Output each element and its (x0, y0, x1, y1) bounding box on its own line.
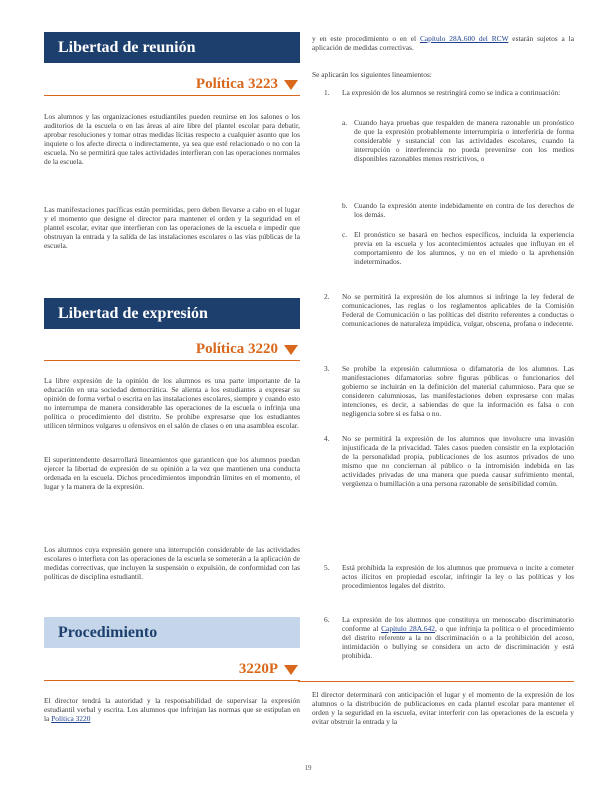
paragraph: Los alumnos cuya expresión genere una interrupción considerable de las actividades escolares o interfiera con las operaciones de la escuela se someterán a la aplicación de medidas correctivas, que incluyen la suspensión o expulsión, de conformidad con las políticas de disciplina estudiantil. (44, 545, 300, 581)
triangle-down-icon (284, 80, 298, 90)
text: y en este procedimiento o en el (312, 34, 420, 43)
triangle-down-icon (284, 665, 298, 675)
list-subitem: El pronóstico se basará en hechos específicos, incluida la experiencia previa en la escuela y los acontecimientos actuales que influyan en el comportamiento de los alumnos, y no en el miedo o la aprehensión indeterminados. (354, 230, 574, 266)
divider (298, 681, 574, 682)
rcw-28a600-link[interactable]: Capítulo 28A.600 del RCW (419, 34, 509, 43)
list-subitem: Cuando la expresión atente indebidamente en contra de los derechos de los demás. (354, 201, 574, 219)
list-item: Se prohíbe la expresión calumniosa o difamatoria de los alumnos. Las manifestaciones difamatorias sobre figuras públicas o funcionarios del gobierno se incluirán en la definición del material calumnioso. Para que se consideren calumniosas, las manifestaciones deben expresarse con malas intenciones, es decir, a sabiendas de que la información es falsa o con negligencia sobre si es falsa o no. (342, 364, 574, 418)
section-title: Libertad de expresión (58, 305, 208, 322)
banner-procedimiento (44, 617, 300, 648)
capitulo-28a642-link[interactable]: Capítulo 28A.642 (381, 624, 435, 633)
text: estarán sujetos a la aplicación de medidas correctivas. (312, 34, 574, 52)
policy-header-3220 (44, 337, 300, 361)
list-number: 2. (324, 292, 330, 301)
text: El director tendrá la autoridad y la responsabilidad de supervisar la expresión estudiantil verbal y escrita. Los alumnos que infrinjan las normas que se estipulan en la (44, 696, 300, 723)
paragraph: El superintendente desarrollará lineamientos que garanticen que los alumnos puedan ejercer la libertad de expresión de su opinión a la vez que mantienen una conducta ordenada en la escuela. Dichos procedimientos impondrán límites en el momento, el lugar y la manera de la expresión. (44, 455, 300, 491)
divider (44, 680, 300, 681)
list-item: No se permitirá la expresión de los alumnos si infringe la ley federal de comunicaciones, las reglas o los reglamentos aplicables de la Comisión Federal de Comunicación o las políticas del distrito referentes a conductas o comunicaciones de naturaleza impúdica, vulgar, obscena, profana o indecente. (342, 292, 574, 328)
section-title: Libertad de reunión (58, 39, 196, 56)
policy-header-3223 (44, 72, 300, 96)
paragraph: Las manifestaciones pacíficas están permitidas, pero deben llevarse a cabo en el lugar y el momento que designe el director para mantener el orden y la seguridad en el plantel escolar, evitar que interfieran con las operaciones de la escuela e impedir que obstruyan la entrada y la salida de las instalaciones escolares o las vías públicas de la escuela. (44, 205, 300, 250)
list-number: 3. (324, 364, 330, 373)
paragraph: La libre expresión de la opinión de los alumnos es una parte importante de la educación en una sociedad democrática. Se alienta a los estudiantes a expresar su opinión de forma verbal o escrita en las instalaciones escolares, siempre y cuando esto no interrumpa de manera considerable las operaciones de la escuela o infrinja una política o procedimiento del distrito. Se prohíbe expresarse que los estudiantes utilicen términos vulgares u ofensivos en el salón de clases o en una asamblea escolar. (44, 376, 300, 430)
list-letter: a. (342, 118, 348, 127)
banner-libertad-reunion (44, 32, 300, 63)
paragraph: Los alumnos y las organizaciones estudiantiles pueden reunirse en los salones o los auditorios de la escuela o en las áreas al aire libre del plantel escolar para debatir, aprobar resoluciones y tomar otras medidas lícitas respecto a cualquier asunto que los inquiete o los afecte directa o indirectamente, ya sea que esté relacionado o no con la escuela. No se permitirá que tales actividades interfieran con las operaciones normales de la escuela. (44, 112, 300, 166)
list-number: 1. (324, 88, 330, 97)
list-number: 4. (324, 434, 330, 443)
list-letter: c. (342, 230, 348, 239)
list-item: La expresión de los alumnos se restringirá como se indica a continuación: (342, 88, 561, 97)
list-letter: b. (342, 201, 348, 210)
list-subitem: Cuando haya pruebas que respalden de manera razonable un pronóstico de que la expresión probablemente interrumpiría o interferiría de forma considerable y sustancial con las actividades escolares, cuando la interrupción o interferencia no pueda prevenirse con los medios disponibles razonables menos restrictivos, o (354, 118, 574, 163)
paragraph (312, 34, 574, 52)
list-item: No se permitirá la expresión de los alumnos que involucre una invasión injustificada de la privacidad. Tales casos pueden consistir en la explotación de la personalidad propia, publicaciones de los asuntos privados de uno mismo que no conciernan al público o la intromisión indebida en las actividades privadas de una manera que pueda causar sufrimiento mental, vergüenza o humillación a una persona razonable de sensibilidad común. (342, 434, 574, 488)
divider (44, 360, 300, 361)
text: La expresión de los alumnos que constituya un menoscabo discriminatorio conforme al (342, 615, 574, 633)
text: , o que infrinja la política o el procedimiento del distrito referente a la no discriminación o a la prohibición del acoso, intimidación o bullying se considera un acto de discriminación y está prohibida. (342, 624, 575, 660)
list-item: Está prohibida la expresión de los alumnos que promueva o incite a cometer actos ilícitos en propiedad escolar, infringir la ley o las políticas y los procedimientos legales del distrito. (342, 563, 574, 590)
intro: Se aplicarán los siguientes lineamientos: (312, 70, 432, 79)
page-number: 19 (304, 764, 312, 772)
list-number: 6. (324, 615, 330, 624)
section-title: Procedimiento (58, 624, 158, 641)
list-number: 5. (324, 563, 330, 572)
divider (44, 95, 300, 96)
list-item (342, 615, 574, 660)
policy-number: Política 3223 (195, 76, 278, 92)
policy-header-3220p (44, 657, 300, 681)
policy-3220-link[interactable]: Política 3220 (51, 714, 91, 723)
closing-paragraph: El director determinará con anticipación el lugar y el momento de la expresión de los alumnos o la distribución de publicaciones en cada plantel escolar para mantener el orden y la seguridad en la escuela, evitar interferir con las operaciones de la escuela y evitar obstruir la entrada y la (312, 690, 574, 726)
banner-libertad-expresion (44, 298, 300, 329)
triangle-down-icon (284, 345, 298, 355)
policy-number: Política 3220 (195, 341, 278, 357)
paragraph (44, 696, 300, 723)
policy-number: 3220P (238, 661, 278, 677)
